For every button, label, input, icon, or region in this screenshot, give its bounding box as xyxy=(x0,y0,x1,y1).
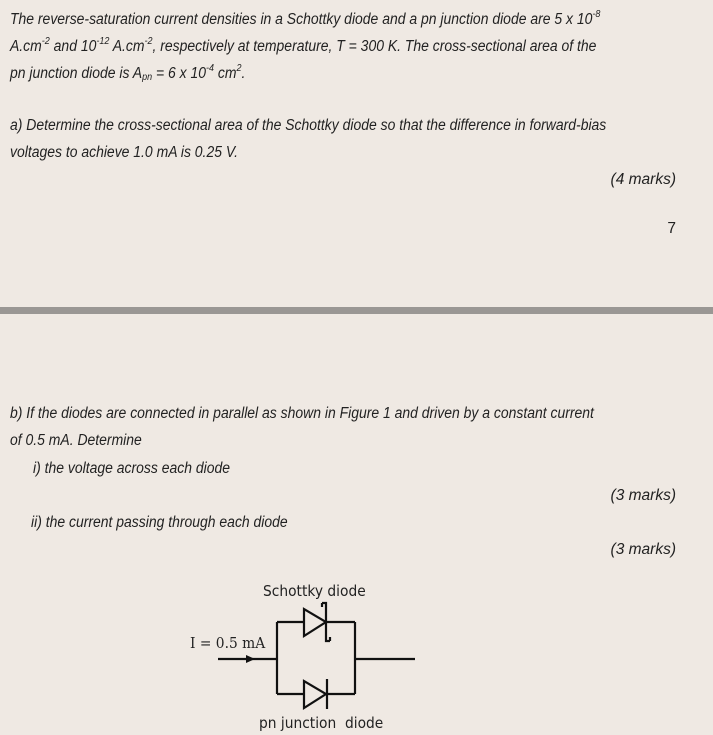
text: A.cm xyxy=(10,38,42,55)
current-arrow-icon xyxy=(246,655,255,663)
exponent: 2 xyxy=(236,63,242,74)
schottky-diode-label: Schottky diode xyxy=(263,582,366,600)
text: cm xyxy=(214,65,237,82)
current-label: I = 0.5 mA xyxy=(190,634,266,652)
exponent: -12 xyxy=(96,36,110,47)
text: . xyxy=(241,65,246,82)
part-a-line-2: voltages to achieve 1.0 mA is 0.25 V. xyxy=(10,144,238,161)
part-b-line-1: b) If the diodes are connected in parallel as shown in Figure 1 and driven by a constant current xyxy=(10,405,594,422)
pn-diode-symbol xyxy=(304,679,327,709)
text: pn junction diode is A xyxy=(10,65,143,82)
text: , respectively at temperature, T = 300 K. The cross-sectional area of the xyxy=(152,38,597,55)
page-number: 7 xyxy=(667,220,676,237)
text: = 6 x 10 xyxy=(152,65,207,82)
text: and 10 xyxy=(49,38,97,55)
part-b-line-2: of 0.5 mA. Determine xyxy=(10,432,142,449)
part-b-i: i) the voltage across each diode xyxy=(33,460,230,477)
part-a-marks: (4 marks) xyxy=(610,171,676,188)
part-b-ii-marks: (3 marks) xyxy=(610,541,676,558)
text: A.cm xyxy=(109,38,145,55)
pn-junction-diode-label: pn junction diode xyxy=(259,714,384,732)
exponent: -2 xyxy=(41,36,50,47)
text: The reverse-saturation current densities in a Schottky diode and a pn junction diode are 5 x 10 xyxy=(10,11,593,28)
subscript: pn xyxy=(142,72,153,83)
part-b-ii: ii) the current passing through each diode xyxy=(31,514,288,531)
exponent: -2 xyxy=(144,36,153,47)
exponent: -4 xyxy=(206,63,215,74)
part-a-line-1: a) Determine the cross-sectional area of the Schottky diode so that the difference in forward-bias xyxy=(10,117,607,134)
schottky-diode-symbol xyxy=(304,603,330,641)
exponent: -8 xyxy=(592,9,601,20)
part-b-i-marks: (3 marks) xyxy=(610,487,676,504)
